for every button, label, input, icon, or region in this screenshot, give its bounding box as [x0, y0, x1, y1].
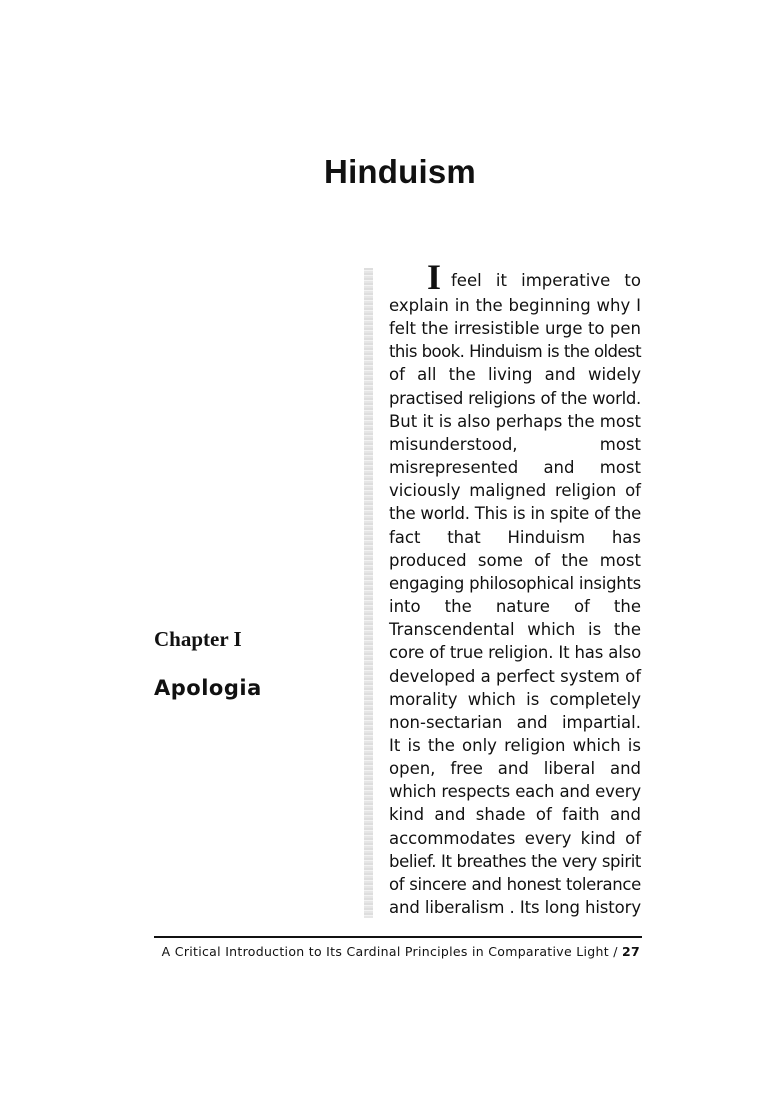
chapter-label: Chapter I	[154, 627, 242, 651]
drop-cap: I	[427, 257, 442, 297]
chapter-name: Apologia	[154, 676, 262, 700]
body-line: this book. Hinduism is the oldest	[389, 342, 641, 362]
body-line: developed a perfect system of	[389, 666, 641, 686]
body-line: practised religions of the world.	[389, 388, 641, 408]
body-line: morality which is completely	[389, 689, 641, 709]
page-number: 27	[622, 944, 640, 959]
body-line: open, free and liberal and	[389, 759, 641, 779]
body-line: belief. It breathes the very spirit	[389, 851, 641, 871]
body-line: the world. This is in spite of the	[389, 504, 641, 524]
body-line: explain in the beginning why I	[389, 296, 641, 315]
body-line: into the nature of the	[389, 597, 641, 617]
body-line: Transcendental which is the	[389, 620, 641, 640]
body-line: But it is also perhaps the most	[389, 411, 641, 431]
body-line: feel it imperative to	[451, 270, 641, 290]
body-line: engaging philosophical insights	[389, 573, 641, 593]
book-title: Hinduism	[324, 153, 476, 190]
footer-rule	[154, 936, 642, 938]
body-line: viciously maligned religion of	[389, 481, 641, 501]
body-line: produced some of the most	[389, 550, 641, 570]
body-text	[389, 257, 641, 919]
body-line: fact that Hinduism has	[389, 527, 641, 547]
body-line: accommodates every kind of	[389, 828, 641, 848]
body-line-first	[389, 257, 641, 297]
body-line: misunderstood, most	[389, 434, 641, 454]
body-line: It is the only religion which is	[389, 735, 641, 755]
body-line: kind and shade of faith and	[389, 805, 641, 825]
body-line: and liberalism . Its long history	[389, 898, 641, 918]
body-line: core of true religion. It has also	[389, 643, 641, 663]
running-head: A Critical Introduction to Its Cardinal Principles in Comparative Light /	[161, 944, 618, 959]
running-footer	[154, 944, 640, 959]
body-line: which respects each and every	[389, 782, 641, 802]
decorative-vertical-rule	[364, 268, 373, 918]
body-line: non-sectarian and impartial.	[389, 712, 641, 732]
body-line: of all the living and widely	[389, 365, 641, 385]
body-line: felt the irresistible urge to pen	[389, 319, 641, 339]
body-line: misrepresented and most	[389, 458, 641, 478]
body-line: of sincere and honest tolerance	[389, 874, 641, 894]
